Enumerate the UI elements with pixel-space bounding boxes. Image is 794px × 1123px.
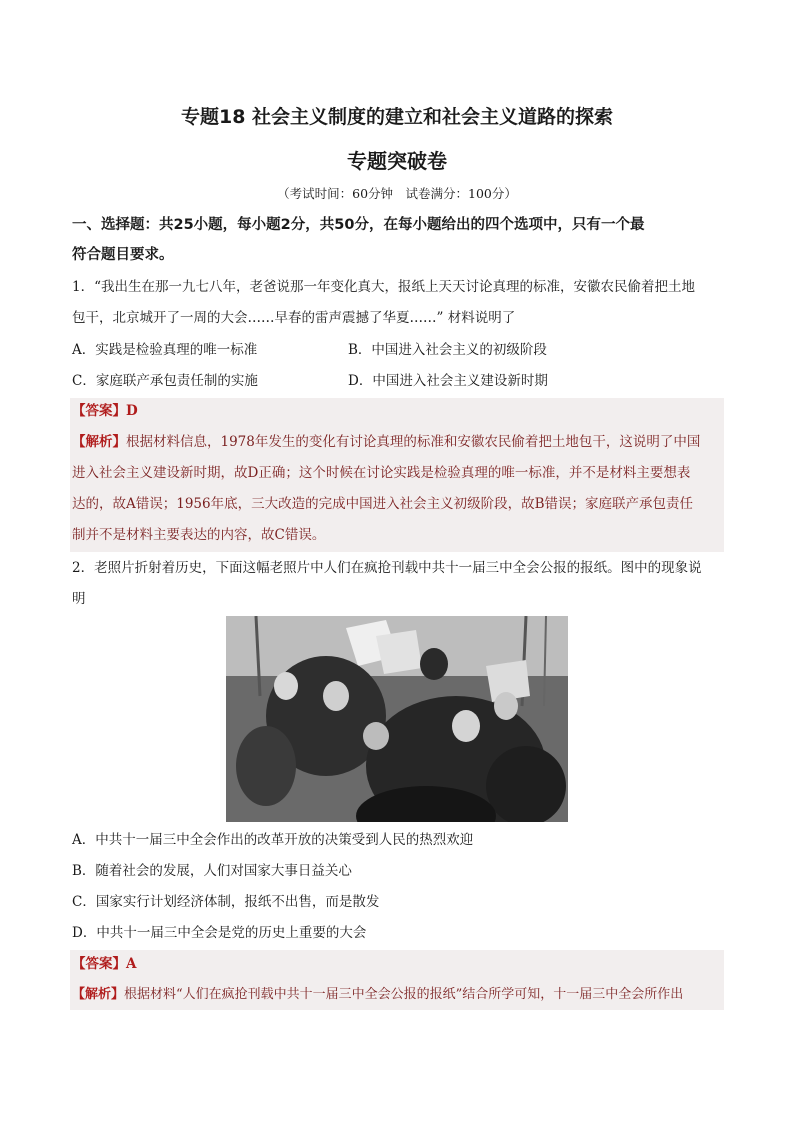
document-title: 专题18 社会主义制度的建立和社会主义道路的探索 xyxy=(180,106,614,128)
section-heading xyxy=(72,210,727,270)
question-1-answer: 【答案】D xyxy=(72,403,138,419)
analysis-text: 根据材料“人们在疯抢刊载中共十一届三中全会公报的报纸”结合所学可知，十一届三中全会所作出 xyxy=(124,987,684,1002)
question-1-stem-line-2: 包干，北京城开了一周的大会……早春的雷声震撼了华夏……” 材料说明了 xyxy=(72,310,516,326)
exam-info: （考试时间：60分钟 试卷满分：100分） xyxy=(277,186,517,201)
historical-crowd-photo xyxy=(226,616,568,822)
question-1-option-d: D．中国进入社会主义建设新时期 xyxy=(348,373,548,389)
section-heading-line-1: 一、选择题：共25小题，每小题2分，共50分，在每小题给出的四个选项中，只有一个最 xyxy=(72,217,645,233)
question-2-option-a: A．中共十一届三中全会作出的改革开放的决策受到人民的热烈欢迎 xyxy=(72,832,474,848)
crowd-photo-illustration xyxy=(226,616,568,822)
question-1-option-c: C．家庭联产承包责任制的实施 xyxy=(72,373,258,389)
question-1-analysis-line-1 xyxy=(72,432,727,452)
question-1-analysis-line-4: 制并不是材料主要表达的内容，故C错误。 xyxy=(72,527,326,543)
question-2-option-c: C．国家实行计划经济体制，报纸不出售，而是散发 xyxy=(72,894,380,910)
question-2-answer: 【答案】A xyxy=(72,956,137,972)
question-2-option-b: B．随着社会的发展，人们对国家大事日益关心 xyxy=(72,863,352,879)
question-2-analysis-line-1 xyxy=(72,985,727,1005)
analysis-label: 【解析】 xyxy=(72,987,125,1002)
question-1-option-b: B．中国进入社会主义的初级阶段 xyxy=(348,342,547,358)
analysis-text: 根据材料信息，1978年发生的变化有讨论真理的标准和安徽农民偷着把土地包干，这说明了中国 xyxy=(126,434,701,450)
section-heading-line-2: 符合题目要求。 xyxy=(72,247,174,263)
document-subtitle: 专题突破卷 xyxy=(347,149,447,173)
analysis-label: 【解析】 xyxy=(72,434,126,450)
question-2-stem-line-1: 2．老照片折射着历史，下面这幅老照片中人们在疯抢刊载中共十一届三中全会公报的报纸。图中的现象说 xyxy=(72,560,702,576)
question-1-option-a: A．实践是检验真理的唯一标准 xyxy=(72,342,258,358)
question-1-analysis-line-3: 达的，故A错误；1956年底，三大改造的完成中国进入社会主义初级阶段，故B错误；家庭联产承包责任 xyxy=(72,496,694,512)
question-2-option-d: D．中共十一届三中全会是党的历史上重要的大会 xyxy=(72,925,367,941)
question-2-stem-line-2: 明 xyxy=(72,591,86,607)
question-1-stem-line-1: 1．“我出生在那一九七八年，老爸说那一年变化真大，报纸上天天讨论真理的标准，安徽农民偷着把土地 xyxy=(72,279,695,295)
question-1-analysis-line-2: 进入社会主义建设新时期，故D正确；这个时候在讨论实践是检验真理的唯一标准，并不是材料主要想表 xyxy=(72,465,691,481)
